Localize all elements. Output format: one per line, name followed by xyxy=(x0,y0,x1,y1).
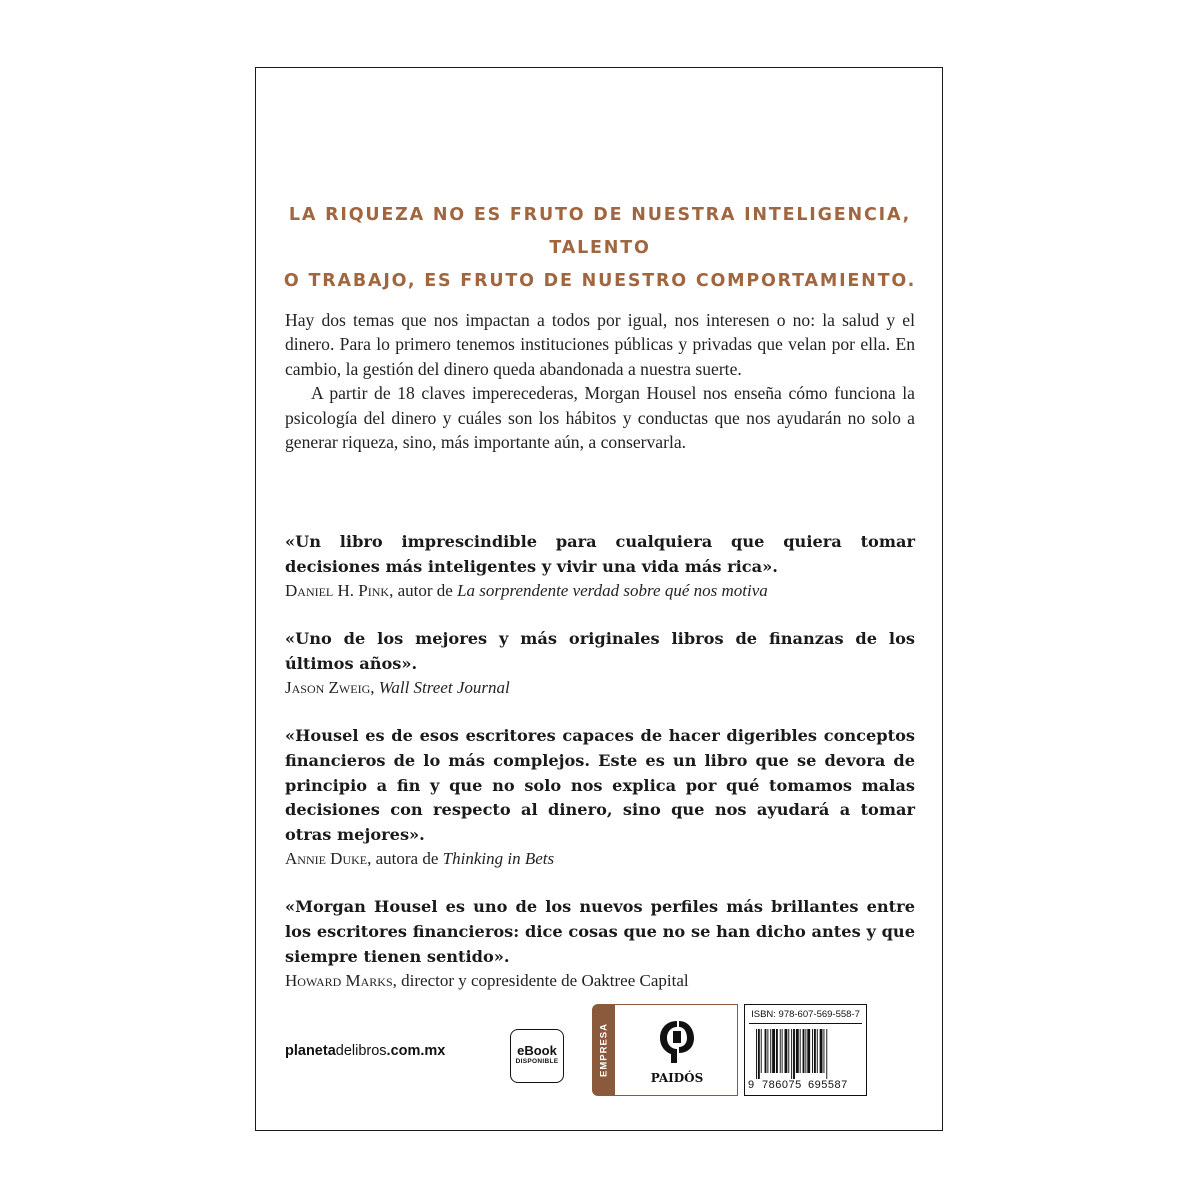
website-link[interactable] xyxy=(285,1043,445,1059)
quote-work: La sorprendente verdad sobre qué nos motiva xyxy=(457,581,768,601)
quote-text: «Uno de los mejores y más originales libros de finanzas de los últimos años». xyxy=(285,629,915,673)
quote-attribution xyxy=(285,847,915,871)
quote-role: , autora de xyxy=(367,849,443,869)
site-part-1: planeta xyxy=(285,1043,336,1059)
collection-band xyxy=(593,1005,615,1095)
quote-role: , xyxy=(370,678,379,698)
quote-4 xyxy=(285,895,915,993)
site-part-2: delibros xyxy=(335,1043,387,1059)
ebook-badge xyxy=(510,1029,564,1083)
isbn-label: ISBN: 978-607-569-558-7 xyxy=(751,1009,860,1020)
blurb-paragraph-1: Hay dos temas que nos impactan a todos por igual, nos interesen o no: la salud y el dinero. Para lo primero tenemos instituciones públicas y privadas que velan por ella. En cambio, la gestión del dinero queda abandonada a nuestra suerte. xyxy=(285,310,915,379)
quote-role: , director y copresidente de Oaktree Capital xyxy=(392,971,689,991)
publisher-block xyxy=(592,1004,738,1096)
publisher-name: PAIDÓS xyxy=(650,1071,704,1085)
quote-work: Wall Street Journal xyxy=(378,678,510,698)
barcode-group-2: 695587 xyxy=(808,1079,848,1091)
quote-author: Daniel H. Pink xyxy=(285,581,390,601)
ebook-available-label: DISPONIBLE xyxy=(515,1058,559,1065)
collection-label: EMPRESA xyxy=(598,1023,610,1077)
blurb-paragraph-2: A partir de 18 claves imperecederas, Morgan Housel nos enseña cómo funciona la psicología del dinero y cuáles son los hábitos y conductas que nos ayudarán no solo a generar riqueza, sino, más importante aún, a conservarla. xyxy=(285,383,915,453)
review-quotes xyxy=(285,530,915,1017)
quote-attribution xyxy=(285,969,915,993)
quote-1 xyxy=(285,530,915,603)
quote-3 xyxy=(285,724,915,871)
quote-author: Annie Duke xyxy=(285,849,368,869)
quote-text: «Housel es de esos escritores capaces de hacer digeribles conceptos financieros de lo más complejos. Este es un libro que se devora de principio a fin y que no solo nos explica por qué tomamos malas decisiones con respecto al dinero, sino que nos ayudará a tomar otras mejores». xyxy=(285,726,915,844)
book-back-cover xyxy=(255,67,943,1131)
quote-attribution xyxy=(285,579,915,603)
isbn-divider xyxy=(749,1023,862,1024)
headline-line-2: O TRABAJO, ES FRUTO DE NUESTRO COMPORTAMIENTO. xyxy=(283,271,917,291)
barcode-digit-1: 9 xyxy=(748,1079,755,1091)
barcode-icon xyxy=(755,1029,861,1079)
quote-author: Howard Marks xyxy=(285,971,393,991)
quote-text: «Un libro imprescindible para cualquiera que quiera tomar decisiones más inteligentes y vivir una vida más rica». xyxy=(285,532,915,576)
headline xyxy=(256,199,944,298)
barcode-group-1: 786075 xyxy=(762,1079,802,1091)
paidos-logo-icon xyxy=(658,1019,696,1065)
quote-work: Thinking in Bets xyxy=(442,849,555,869)
ebook-label: eBook xyxy=(517,1043,557,1058)
quote-2 xyxy=(285,627,915,700)
headline-line-1: LA RIQUEZA NO ES FRUTO DE NUESTRA INTELIGENCIA, TALENTO xyxy=(288,205,912,258)
quote-author: Jason Zweig xyxy=(285,678,371,698)
quote-attribution xyxy=(285,676,915,700)
site-part-3: .com.mx xyxy=(386,1043,446,1059)
barcode-block xyxy=(744,1004,867,1096)
quote-role: , autor de xyxy=(389,581,458,601)
book-blurb xyxy=(285,308,915,454)
quote-text: «Morgan Housel es uno de los nuevos perfiles más brillantes entre los escritores financieros: dice cosas que no se han dicho antes y que siempre tienen sentido». xyxy=(285,897,915,966)
